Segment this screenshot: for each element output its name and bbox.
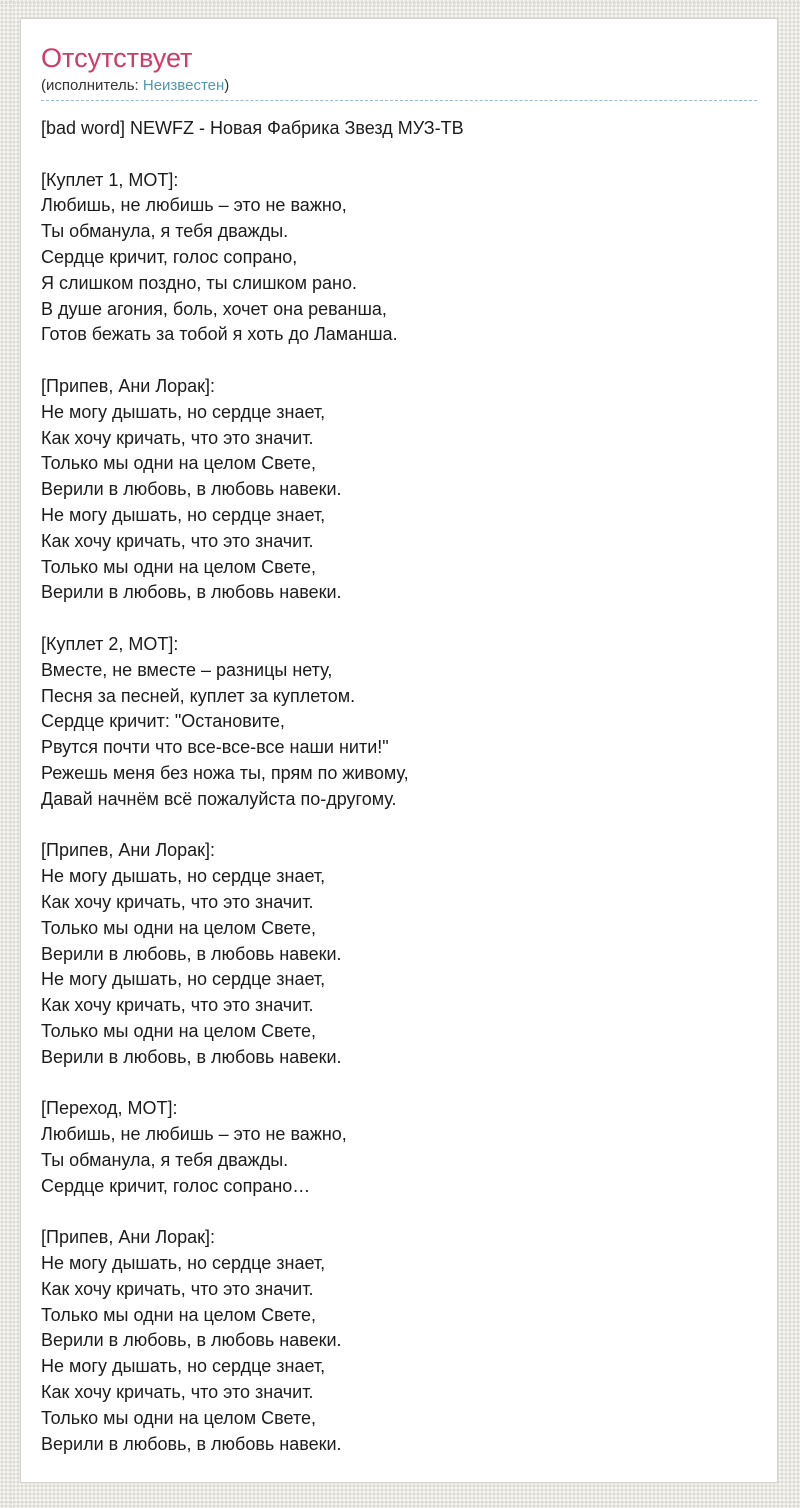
background-texture-line-bottom	[0, 1502, 800, 1503]
lyric-line: Только мы одни на целом Свете,	[41, 556, 316, 577]
lyric-line: Любишь, не любишь – это не важно,	[41, 195, 347, 216]
lyric-line: [Припев, Ани Лорак]:	[41, 840, 216, 861]
lyric-line: [Куплет 1, МОТ]:	[41, 169, 179, 190]
lyric-line: Только мы одни на целом Свете,	[41, 1407, 316, 1428]
lyric-line: Верили в любовь, в любовь навеки.	[41, 1046, 342, 1067]
lyric-line: Вместе, не вместе – разницы нету,	[41, 659, 333, 680]
lyric-line: Режешь меня без ножа ты, прям по живому,	[41, 762, 409, 783]
lyric-line: [Куплет 2, МОТ]:	[41, 633, 179, 654]
artist-label-prefix: (исполнитель:	[41, 77, 143, 94]
lyric-stanza	[41, 168, 757, 349]
lyric-stanza	[41, 374, 757, 606]
lyric-line: [bad word] NEWFZ - Новая Фабрика Звезд МУЗ-ТВ	[41, 118, 464, 138]
lyric-line: Рвутся почти что все-все-все наши нити!"	[41, 737, 389, 758]
artist-row	[41, 76, 757, 101]
artist-link[interactable]: Неизвестен	[142, 77, 225, 94]
background-texture-line-left	[11, 0, 12, 1508]
lyric-line: Сердце кричит, голос сопрано…	[41, 1175, 311, 1196]
lyrics-text	[41, 101, 757, 1457]
artist-label-suffix: )	[224, 77, 230, 94]
lyric-stanza	[41, 632, 757, 813]
lyric-line: Как хочу кричать, что это значит.	[41, 1382, 314, 1403]
lyric-line: Как хочу кричать, что это значит.	[41, 1278, 314, 1299]
lyric-line: Только мы одни на целом Свете,	[41, 917, 316, 938]
lyric-line: Как хочу кричать, что это значит.	[41, 427, 314, 448]
lyric-line: Верили в любовь, в любовь навеки.	[41, 582, 342, 603]
lyric-line: В душе агония, боль, хочет она реванша,	[41, 298, 387, 319]
lyric-line: Только мы одни на целом Свете,	[41, 453, 316, 474]
lyric-line: Не могу дышать, но сердце знает,	[41, 504, 326, 525]
lyric-line: Сердце кричит, голос сопрано,	[41, 246, 298, 267]
lyric-line: [Переход, МОТ]:	[41, 1098, 178, 1119]
lyric-line: Как хочу кричать, что это значит.	[41, 995, 314, 1016]
lyric-line: Верили в любовь, в любовь навеки.	[41, 1330, 342, 1351]
lyric-line: Не могу дышать, но сердце знает,	[41, 1356, 326, 1377]
background-texture-line-top	[0, 3, 800, 4]
background-texture-line-right	[789, 0, 790, 1508]
lyric-line: Ты обманула, я тебя дважды.	[41, 1149, 289, 1170]
lyric-line: Любишь, не любишь – это не важно,	[41, 1124, 347, 1145]
lyric-line: Я слишком поздно, ты слишком рано.	[41, 272, 357, 293]
lyric-line: Не могу дышать, но сердце знает,	[41, 969, 326, 990]
lyric-stanza	[41, 1225, 757, 1457]
lyric-stanza	[41, 116, 757, 142]
lyric-line: Песня за песней, куплет за куплетом.	[41, 685, 356, 706]
lyrics-card	[20, 18, 778, 1483]
lyric-line: [Припев, Ани Лорак]:	[41, 1227, 216, 1248]
lyric-line: Давай начнём всё пожалуйста по-другому.	[41, 788, 397, 809]
lyric-stanza	[41, 1096, 757, 1199]
lyric-line: Не могу дышать, но сердце знает,	[41, 866, 326, 887]
lyric-line: Верили в любовь, в любовь навеки.	[41, 943, 342, 964]
lyric-line: Ты обманула, я тебя дважды.	[41, 221, 289, 242]
lyric-stanza	[41, 838, 757, 1070]
lyric-line: Сердце кричит: "Остановите,	[41, 711, 285, 732]
lyric-line: Верили в любовь, в любовь навеки.	[41, 479, 342, 500]
lyric-line: Не могу дышать, но сердце знает,	[41, 401, 326, 422]
lyric-line: Только мы одни на целом Свете,	[41, 1304, 316, 1325]
lyric-line: Готов бежать за тобой я хоть до Ламанша.	[41, 324, 398, 345]
lyric-line: Не могу дышать, но сердце знает,	[41, 1253, 326, 1274]
lyric-line: Только мы одни на целом Свете,	[41, 1020, 316, 1041]
song-title: Отсутствует	[41, 43, 193, 73]
lyric-line: Как хочу кричать, что это значит.	[41, 891, 314, 912]
lyric-line: [Припев, Ани Лорак]:	[41, 375, 216, 396]
lyric-line: Верили в любовь, в любовь навеки.	[41, 1433, 342, 1454]
lyric-line: Как хочу кричать, что это значит.	[41, 530, 314, 551]
